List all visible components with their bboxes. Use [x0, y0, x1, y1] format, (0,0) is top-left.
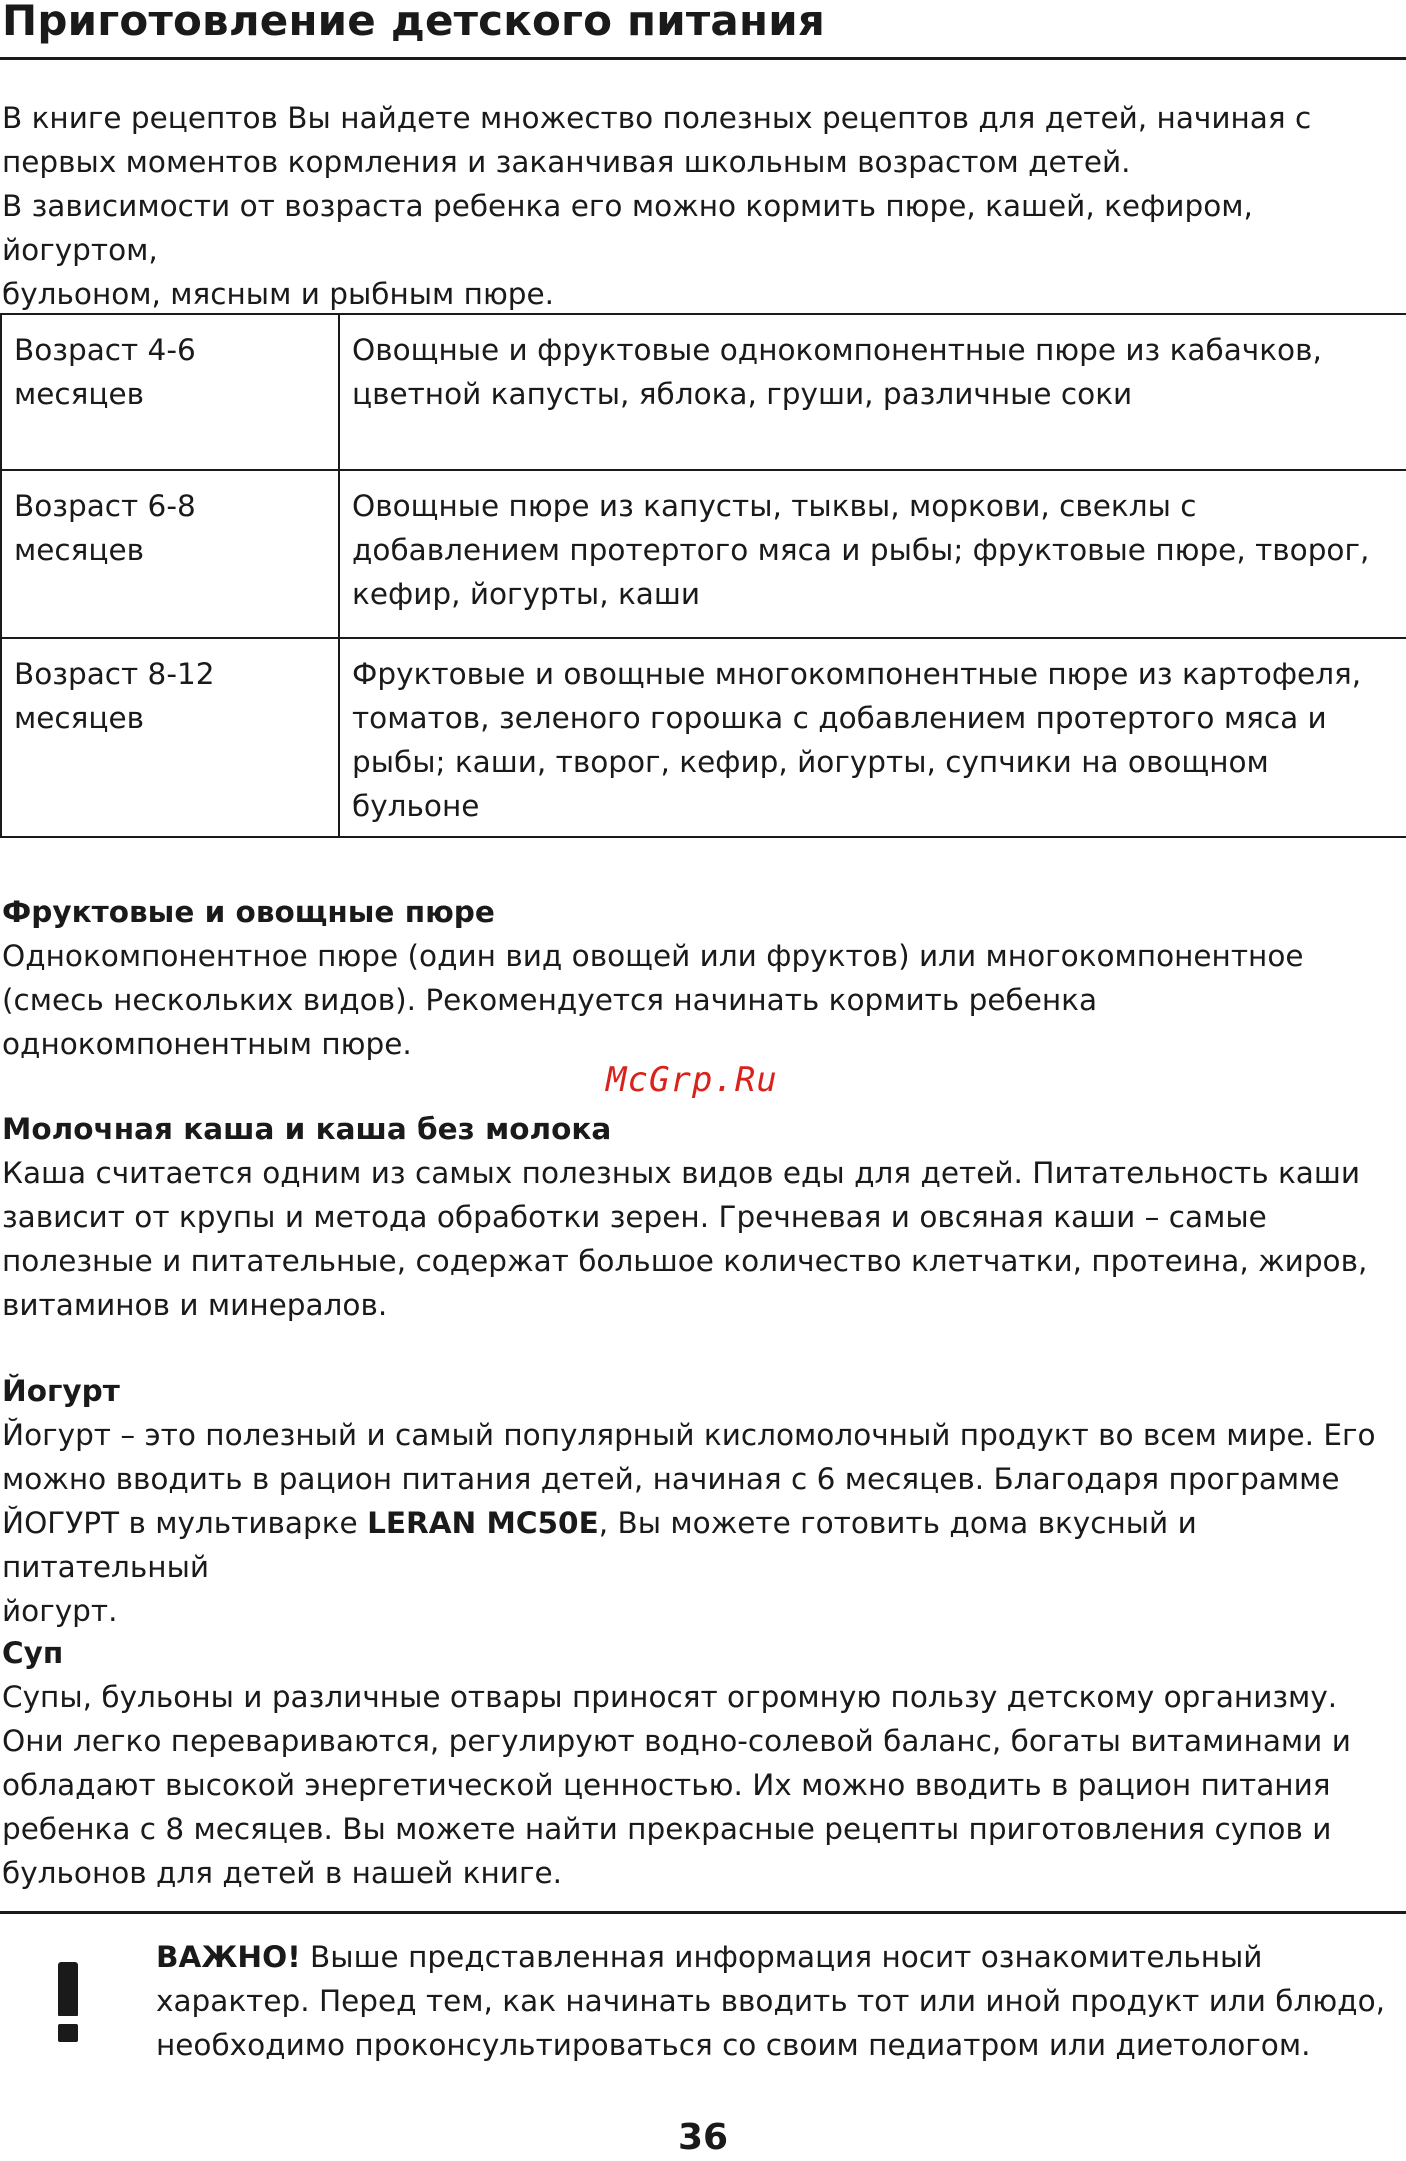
- notice-divider: [0, 1911, 1406, 1914]
- intro-paragraph: [2, 96, 1406, 316]
- age-label: Возраст 6-8: [14, 489, 196, 523]
- line-text: ЙОГУРТ в мультиварке: [2, 1506, 368, 1540]
- age-cell: [1, 314, 339, 470]
- age-cell: [1, 638, 339, 837]
- section-heading: Фруктовые и овощные пюре: [2, 895, 495, 929]
- table-row: [1, 638, 1406, 837]
- food-line: цветной капусты, яблока, груши, различные соки: [352, 377, 1133, 411]
- notice-line: характер. Перед тем, как начинать вводить тот или иной продукт или блюдо,: [156, 1984, 1386, 2018]
- section-line: Однокомпонентное пюре (один вид овощей или фруктов) или многокомпонентное: [2, 939, 1304, 973]
- page-number: 36: [677, 2117, 729, 2158]
- table-row: [1, 470, 1406, 638]
- section-heading: Йогурт: [2, 1374, 120, 1408]
- age-unit: месяцев: [14, 701, 144, 735]
- exclamation-icon: [56, 1962, 80, 2042]
- section-line: [2, 1501, 1406, 1589]
- age-unit: месяцев: [14, 533, 144, 567]
- intro-line: первых моментов кормления и заканчивая школьным возрастом детей.: [2, 145, 1131, 179]
- section-line: Йогурт – это полезный и самый популярный кисломолочный продукт во всем мире. Его: [2, 1418, 1376, 1452]
- food-cell: [339, 470, 1406, 638]
- important-notice: [156, 1935, 1396, 2067]
- line-text: , Вы можете готовить дома вкусный и питательный: [2, 1506, 1197, 1584]
- section-line: можно вводить в рацион питания детей, начиная с 6 месяцев. Благодаря программе: [2, 1462, 1340, 1496]
- intro-line: бульоном, мясным и рыбным пюре.: [2, 277, 555, 311]
- section-line: (смесь нескольких видов). Рекомендуется начинать кормить ребенка: [2, 983, 1098, 1017]
- age-cell: [1, 470, 339, 638]
- food-line: Овощные и фруктовые однокомпонентные пюре из кабачков,: [352, 333, 1322, 367]
- age-feeding-table: [0, 313, 1406, 838]
- food-line: Овощные пюре из капусты, тыквы, моркови, свеклы с: [352, 489, 1197, 523]
- section-line: Они легко перевариваются, регулируют водно-солевой баланс, богаты витаминами и: [2, 1724, 1351, 1758]
- exclamation-bar: [58, 1962, 78, 2016]
- section-heading: Суп: [2, 1636, 64, 1670]
- section-line: Супы, бульоны и различные отвары приносят огромную пользу детскому организму.: [2, 1680, 1338, 1714]
- section-line: однокомпонентным пюре.: [2, 1027, 412, 1061]
- section-line: обладают высокой энергетической ценностью. Их можно вводить в рацион питания: [2, 1768, 1331, 1802]
- notice-label: ВАЖНО!: [156, 1940, 301, 1974]
- food-line: Фруктовые и овощные многокомпонентные пюре из картофеля,: [352, 657, 1362, 691]
- section-line: полезные и питательные, содержат большое количество клетчатки, протеина, жиров,: [2, 1244, 1368, 1278]
- product-model: LERAN MC50E: [367, 1506, 599, 1540]
- age-label: Возраст 4-6: [14, 333, 196, 367]
- food-line: добавлением протертого мяса и рыбы; фруктовые пюре, творог,: [352, 533, 1370, 567]
- section-line: бульонов для детей в нашей книге.: [2, 1856, 562, 1890]
- section-line: йогурт.: [2, 1594, 118, 1628]
- section-soup: [2, 1631, 1406, 1895]
- food-line: кефир, йогурты, каши: [352, 577, 701, 611]
- section-porridge: [2, 1107, 1406, 1327]
- food-cell: [339, 314, 1406, 470]
- exclamation-dot: [58, 2024, 78, 2042]
- page-title: Приготовление детского питания: [2, 0, 825, 45]
- section-line: зависит от крупы и метода обработки зерен. Гречневая и овсяная каши – самые: [2, 1200, 1267, 1234]
- age-label: Возраст 8-12: [14, 657, 215, 691]
- section-heading: Молочная каша и каша без молока: [2, 1112, 612, 1146]
- watermark: McGrp.Ru: [606, 1060, 778, 1100]
- notice-line: [156, 1935, 1396, 1979]
- food-cell: [339, 638, 1406, 837]
- food-line: рыбы; каши, творог, кефир, йогурты, супчики на овощном: [352, 745, 1269, 779]
- section-line: витаминов и минералов.: [2, 1288, 388, 1322]
- food-line: бульоне: [352, 789, 480, 823]
- food-line: томатов, зеленого горошка с добавлением протертого мяса и: [352, 701, 1327, 735]
- notice-line: необходимо проконсультироваться со своим педиатром или диетологом.: [156, 2028, 1311, 2062]
- intro-line: В зависимости от возраста ребенка его можно кормить пюре, кашей, кефиром, йогуртом,: [2, 189, 1253, 267]
- table-row: [1, 314, 1406, 470]
- section-line: Каша считается одним из самых полезных видов еды для детей. Питательность каши: [2, 1156, 1361, 1190]
- section-yogurt: [2, 1369, 1406, 1633]
- title-divider: [0, 57, 1406, 60]
- age-unit: месяцев: [14, 377, 144, 411]
- section-puree: [2, 890, 1406, 1066]
- section-line: ребенка с 8 месяцев. Вы можете найти прекрасные рецепты приготовления супов и: [2, 1812, 1332, 1846]
- intro-line: В книге рецептов Вы найдете множество полезных рецептов для детей, начиная с: [2, 101, 1312, 135]
- notice-text: Выше представленная информация носит ознакомительный: [300, 1940, 1263, 1974]
